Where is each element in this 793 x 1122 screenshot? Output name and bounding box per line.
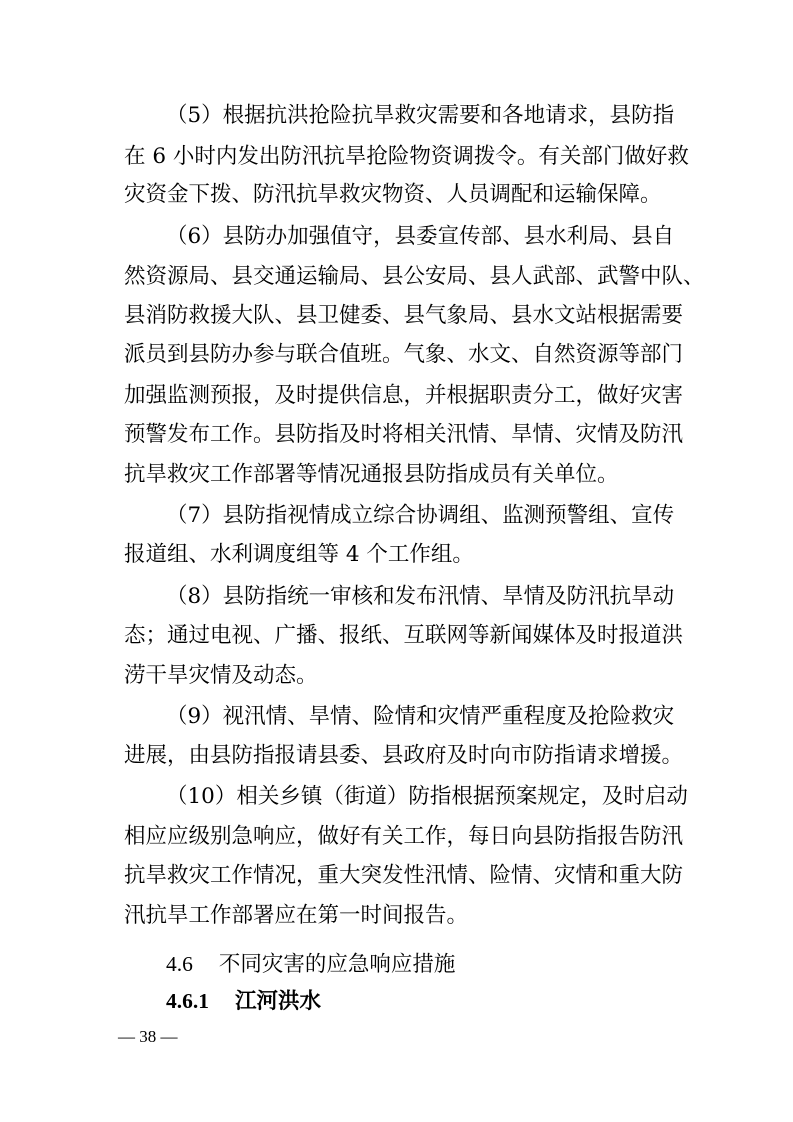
- paragraph-9-line-2: 进展，由县防指报请县委、县政府及时向市防指请求增援。: [124, 743, 684, 768]
- section-heading: [166, 949, 455, 980]
- section-title: 不同灾害的应急响应措施: [218, 952, 456, 977]
- paragraph-6-line-5: 加强监测预报，及时提供信息，并根据职责分工，做好灾害: [124, 383, 684, 408]
- paragraph-10-line-3: 抗旱救灾工作情况，重大突发性汛情、险情、灾情和重大防: [124, 863, 684, 888]
- subsection-heading: [166, 986, 321, 1017]
- paragraph-7-line-1: （7）县防指视情成立综合协调组、监测预警组、宣传: [166, 503, 675, 528]
- paragraph-10-line-4: 汛抗旱工作部署应在第一时间报告。: [124, 903, 469, 928]
- paragraph-6-line-7: 抗旱救灾工作部署等情况通报县防指成员有关单位。: [124, 462, 619, 487]
- paragraph-6-line-4: 派员到县防办参与联合值班。气象、水文、自然资源等部门: [124, 342, 684, 367]
- paragraph-7-line-2: 报道组、水利调度组等 4 个工作组。: [124, 542, 474, 567]
- paragraph-5-line-1: （5）根据抗洪抢险抗旱救灾需要和各地请求，县防指: [166, 103, 675, 128]
- paragraph-9-line-1: （9）视汛情、旱情、险情和灾情严重程度及抢险救灾: [166, 704, 675, 729]
- paragraph-8-line-2: 态；通过电视、广播、报纸、互联网等新闻媒体及时报道洪: [124, 623, 684, 648]
- subsection-title: 江河洪水: [235, 989, 322, 1014]
- paragraph-10-line-2: 相应应级别急响应，做好有关工作，每日向县防指报告防汛: [124, 824, 684, 849]
- paragraph-6-line-1: （6）县防办加强值守，县委宣传部、县水利局、县自: [166, 224, 675, 249]
- paragraph-8-line-1: （8）县防指统一审核和发布汛情、旱情及防汛抗旱动: [166, 584, 675, 609]
- paragraph-10-line-1: （10）相关乡镇（街道）防指根据预案规定，及时启动: [166, 784, 688, 809]
- paragraph-6-line-3: 县消防救援大队、县卫健委、县气象局、县水文站根据需要: [124, 303, 684, 328]
- paragraph-8-line-3: 涝干旱灾情及动态。: [124, 663, 318, 688]
- section-number: 4.6: [166, 952, 193, 976]
- subsection-number: 4.6.1: [166, 989, 209, 1013]
- paragraph-5-line-2: 在 6 小时内发出防汛抗旱抢险物资调拨令。有关部门做好救: [124, 144, 689, 169]
- paragraph-6-line-6: 预警发布工作。县防指及时将相关汛情、旱情、灾情及防汛: [124, 422, 684, 447]
- paragraph-5-line-3: 灾资金下拨、防汛抗旱救灾物资、人员调配和运输保障。: [124, 182, 662, 207]
- paragraph-6-line-2: 然资源局、县交通运输局、县公安局、县人武部、武警中队、: [124, 264, 705, 289]
- page-number: — 38 —: [118, 1027, 178, 1046]
